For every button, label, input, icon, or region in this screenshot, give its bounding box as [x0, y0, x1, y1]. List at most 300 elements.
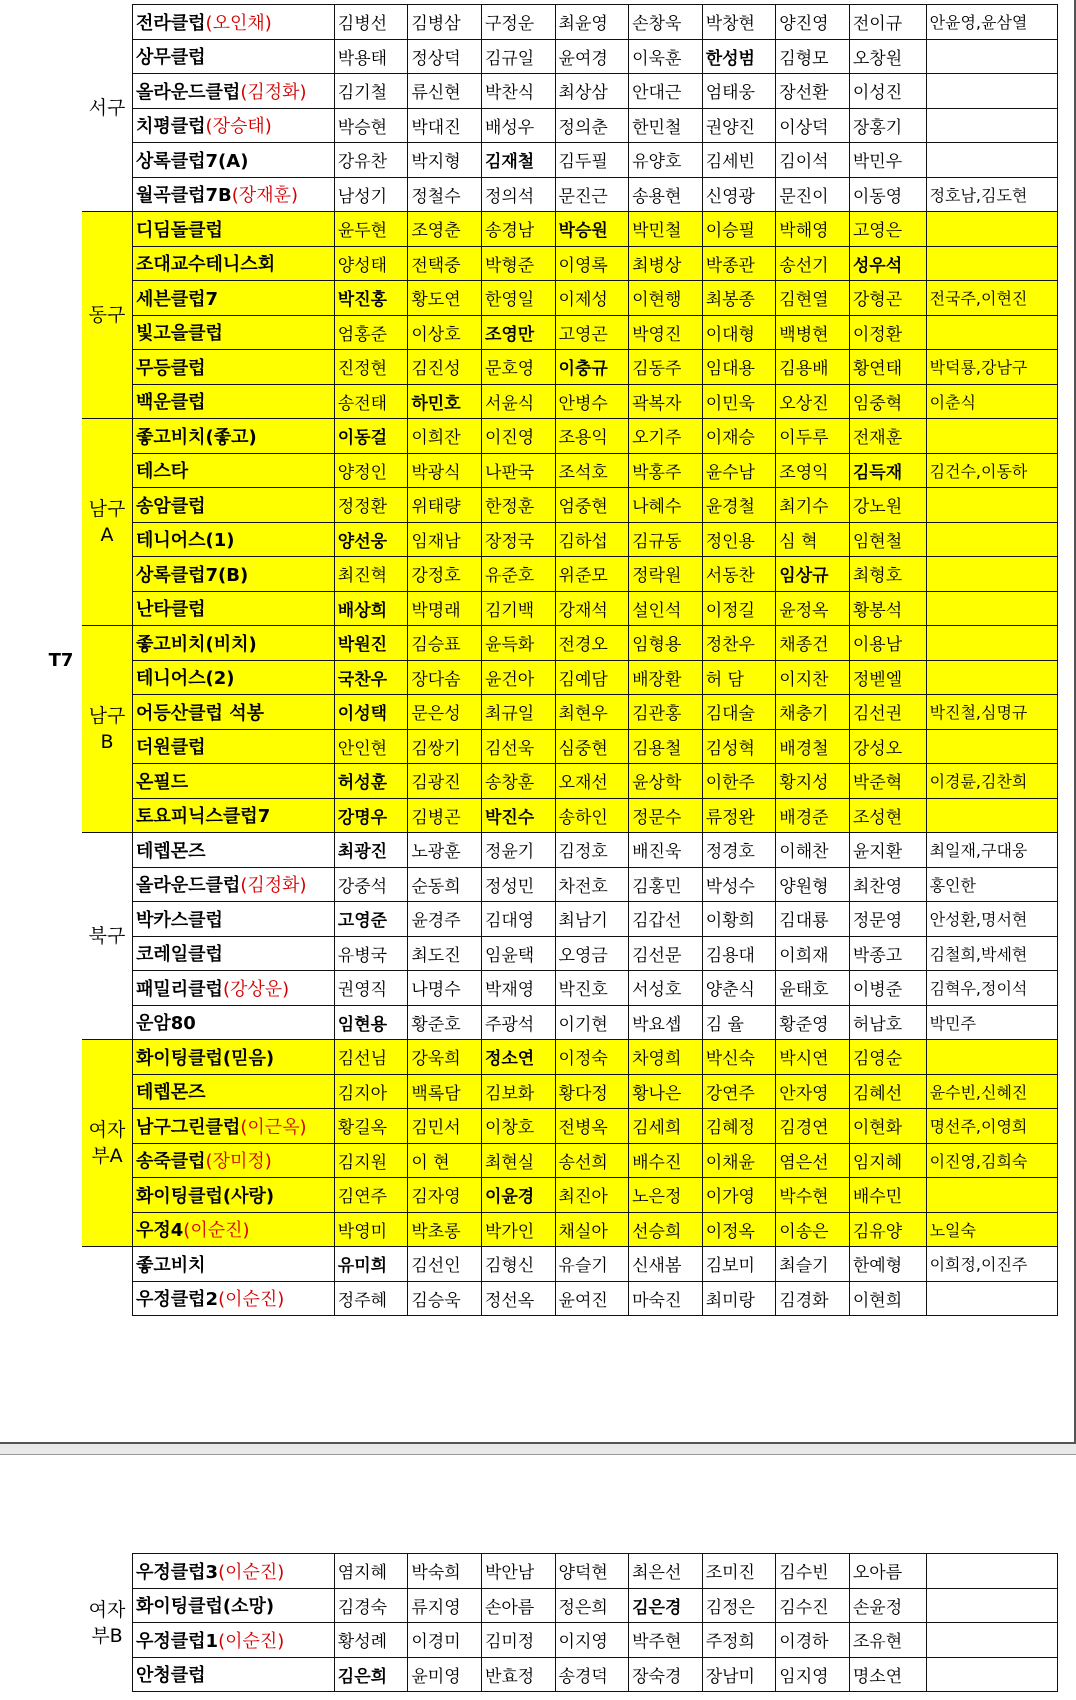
member-name: 배수진 [629, 1143, 703, 1178]
club-row [40, 384, 1058, 419]
club-row [40, 177, 1058, 212]
club-name-text: 우정4 [135, 1220, 184, 1242]
member-name: 정문수 [629, 798, 703, 833]
member-name: 명소연 [849, 1657, 926, 1692]
club-leader: (이근옥) [240, 1116, 307, 1138]
member-name: 최진아 [555, 1178, 629, 1213]
member-name: 전병옥 [555, 1109, 629, 1144]
member-name: 최은선 [629, 1554, 703, 1589]
member-name: 박종고 [849, 936, 926, 971]
club-name-text: 좋고비치(좋고) [135, 426, 257, 448]
member-name: 박찬식 [481, 74, 555, 109]
member-name: 엄태웅 [702, 74, 776, 109]
club-name [132, 177, 334, 212]
member-name: 조석호 [555, 453, 629, 488]
member-name: 나명수 [408, 971, 482, 1006]
club-name [132, 729, 334, 764]
member-name: 강욱희 [408, 1040, 482, 1075]
substitute-members [926, 1178, 1057, 1213]
member-name: 김병삼 [408, 5, 482, 40]
club-row [40, 798, 1058, 833]
club-name-text: 남구그린클럽 [135, 1116, 241, 1138]
member-name: 신새봄 [629, 1247, 703, 1282]
member-name: 전택중 [408, 246, 482, 281]
member-name: 박영미 [334, 1212, 408, 1247]
club-name [132, 350, 334, 385]
club-row [40, 695, 1058, 730]
club-name [132, 1040, 334, 1075]
club-name [132, 143, 334, 178]
club-name-text: 온필드 [135, 771, 189, 793]
member-name: 이동걸 [334, 419, 408, 454]
member-name: 김혜선 [849, 1074, 926, 1109]
club-row [40, 453, 1058, 488]
club-name-text: 조대교수테니스회 [135, 254, 276, 276]
member-name: 안대근 [629, 74, 703, 109]
member-name: 최형호 [849, 557, 926, 592]
member-name: 정의춘 [555, 108, 629, 143]
club-name [132, 1623, 334, 1658]
substitute-members [926, 39, 1057, 74]
club-name [132, 626, 334, 661]
member-name: 김선욱 [481, 729, 555, 764]
member-name: 이대형 [702, 315, 776, 350]
member-name: 장홍기 [849, 108, 926, 143]
member-name: 류지영 [408, 1588, 482, 1623]
member-name: 최윤영 [555, 5, 629, 40]
member-name: 이기현 [555, 1005, 629, 1040]
member-name: 황나은 [629, 1074, 703, 1109]
member-name: 정찬우 [702, 626, 776, 661]
club-name-text: 상록클럽7(B) [135, 564, 249, 586]
member-name: 성우석 [849, 246, 926, 281]
member-name: 정은희 [555, 1588, 629, 1623]
member-name: 김갑선 [629, 902, 703, 937]
member-name: 김기백 [481, 591, 555, 626]
member-name: 김수빈 [776, 1554, 850, 1589]
club-row [40, 591, 1058, 626]
club-name [132, 384, 334, 419]
member-name: 정락원 [629, 557, 703, 592]
member-name: 차영희 [629, 1040, 703, 1075]
member-name: 장선환 [776, 74, 850, 109]
member-name: 이재승 [702, 419, 776, 454]
club-name [132, 1143, 334, 1178]
member-name: 최도진 [408, 936, 482, 971]
member-name: 이정환 [849, 315, 926, 350]
club-row [40, 1178, 1058, 1213]
substitute-members: 박진철,심명규 [926, 695, 1057, 730]
club-row [40, 1247, 1058, 1282]
club-name [132, 1109, 334, 1144]
member-name: 이희재 [776, 936, 850, 971]
member-name: 김형신 [481, 1247, 555, 1282]
member-name: 윤득화 [481, 626, 555, 661]
member-name: 박신숙 [702, 1040, 776, 1075]
member-name: 이정옥 [702, 1212, 776, 1247]
member-name: 장남미 [702, 1657, 776, 1692]
member-name: 박종관 [702, 246, 776, 281]
member-name: 김대술 [702, 695, 776, 730]
member-name: 노광훈 [408, 833, 482, 868]
member-name: 채종건 [776, 626, 850, 661]
member-name: 고영준 [334, 902, 408, 937]
member-name: 이가영 [702, 1178, 776, 1213]
member-name: 채충기 [776, 695, 850, 730]
tier-label: T7 [48, 649, 74, 671]
member-name: 권양진 [702, 108, 776, 143]
member-name: 서성호 [629, 971, 703, 1006]
member-name: 박승원 [555, 212, 629, 247]
club-name-text: 안청클럽 [135, 1665, 206, 1687]
member-name: 이진영 [481, 419, 555, 454]
member-name: 이용남 [849, 626, 926, 661]
region-label: 여자 부B [82, 1554, 132, 1692]
member-name: 나판국 [481, 453, 555, 488]
member-name: 김관홍 [629, 695, 703, 730]
member-name: 김세빈 [702, 143, 776, 178]
club-name [132, 212, 334, 247]
club-row [40, 212, 1058, 247]
member-name: 허남호 [849, 1005, 926, 1040]
member-name: 윤수남 [702, 453, 776, 488]
club-name-text: 송죽클럽 [135, 1151, 206, 1173]
club-name-text: 상록클럽7(A) [135, 150, 249, 172]
substitute-members: 김철희,박세현 [926, 936, 1057, 971]
member-name: 박명래 [408, 591, 482, 626]
member-name: 신영광 [702, 177, 776, 212]
member-name: 김선님 [334, 1040, 408, 1075]
member-name: 문호영 [481, 350, 555, 385]
club-row [40, 1109, 1058, 1144]
substitute-members: 정호남,김도현 [926, 177, 1057, 212]
club-name [132, 798, 334, 833]
member-name: 임지혜 [849, 1143, 926, 1178]
member-name: 박민우 [849, 143, 926, 178]
member-name: 강연주 [702, 1074, 776, 1109]
substitute-members [926, 591, 1057, 626]
club-row [40, 1005, 1058, 1040]
substitute-members: 최일재,구대웅 [926, 833, 1057, 868]
member-name: 정정환 [334, 488, 408, 523]
club-leader: (이순진) [218, 1630, 285, 1652]
substitute-members [926, 798, 1057, 833]
member-name: 한성범 [702, 39, 776, 74]
club-row [40, 522, 1058, 557]
member-name: 황길옥 [334, 1109, 408, 1144]
club-name-text: 송암클럽 [135, 495, 206, 517]
member-name: 강성오 [849, 729, 926, 764]
club-name-text: 테니어스(1) [135, 530, 235, 552]
substitute-members [926, 1554, 1057, 1589]
member-name: 김하섭 [555, 522, 629, 557]
member-name: 황봉석 [849, 591, 926, 626]
club-name [132, 39, 334, 74]
substitute-members: 이경륜,김찬희 [926, 764, 1057, 799]
member-name: 박용태 [334, 39, 408, 74]
member-name: 이충규 [555, 350, 629, 385]
roster-table-2 [40, 1553, 1058, 1692]
substitute-members [926, 1657, 1057, 1692]
club-name-text: 토요피닉스클럽7 [135, 806, 271, 828]
member-name: 이지찬 [776, 660, 850, 695]
club-row [40, 74, 1058, 109]
member-name: 박수현 [776, 1178, 850, 1213]
member-name: 송하인 [555, 798, 629, 833]
member-name: 김형모 [776, 39, 850, 74]
member-name: 박성수 [702, 867, 776, 902]
club-name [132, 453, 334, 488]
club-name [132, 488, 334, 523]
member-name: 허 담 [702, 660, 776, 695]
member-name: 황준영 [776, 1005, 850, 1040]
member-name: 김대룡 [776, 902, 850, 937]
member-name: 김정호 [555, 833, 629, 868]
member-name: 김선권 [849, 695, 926, 730]
member-name: 윤여진 [555, 1281, 629, 1316]
club-name-text: 테스타 [135, 461, 189, 483]
member-name: 이상호 [408, 315, 482, 350]
club-row [40, 971, 1058, 1006]
member-name: 심 혁 [776, 522, 850, 557]
member-name: 염은선 [776, 1143, 850, 1178]
club-row [40, 1588, 1058, 1623]
member-name: 최슬기 [776, 1247, 850, 1282]
member-name: 정선옥 [481, 1281, 555, 1316]
member-name: 정주혜 [334, 1281, 408, 1316]
member-name: 윤경철 [702, 488, 776, 523]
member-name: 조영익 [776, 453, 850, 488]
member-name: 이한주 [702, 764, 776, 799]
member-name: 김경숙 [334, 1588, 408, 1623]
member-name: 유준호 [481, 557, 555, 592]
left-gutter [40, 1554, 82, 1692]
club-row [40, 1143, 1058, 1178]
member-name: 김기철 [334, 74, 408, 109]
member-name: 심중현 [555, 729, 629, 764]
member-name: 박시연 [776, 1040, 850, 1075]
club-name [132, 1281, 334, 1316]
member-name: 김미정 [481, 1623, 555, 1658]
substitute-members [926, 419, 1057, 454]
roster-table-1 [40, 4, 1058, 1316]
member-name: 채실아 [555, 1212, 629, 1247]
member-name: 양성태 [334, 246, 408, 281]
member-name: 이현희 [849, 1281, 926, 1316]
member-name: 정윤기 [481, 833, 555, 868]
club-leader: (장재훈) [231, 185, 298, 207]
member-name: 김득재 [849, 453, 926, 488]
club-row [40, 419, 1058, 454]
club-name [132, 5, 334, 40]
club-row [40, 350, 1058, 385]
member-name: 김규일 [481, 39, 555, 74]
member-name: 박진수 [481, 798, 555, 833]
member-name: 김지원 [334, 1143, 408, 1178]
member-name: 김승표 [408, 626, 482, 661]
member-name: 임대용 [702, 350, 776, 385]
member-name: 김용대 [702, 936, 776, 971]
member-name: 강재석 [555, 591, 629, 626]
member-name: 오아름 [849, 1554, 926, 1589]
club-name-text: 화이팅클럽(사랑) [135, 1185, 275, 1207]
page-separator [0, 1444, 1076, 1454]
member-name: 장다솜 [408, 660, 482, 695]
member-name: 김보화 [481, 1074, 555, 1109]
region-label: 동구 [82, 212, 132, 419]
member-name: 오상진 [776, 384, 850, 419]
club-name [132, 1074, 334, 1109]
member-name: 고영은 [849, 212, 926, 247]
member-name: 오재선 [555, 764, 629, 799]
roster-page-2 [0, 1454, 1076, 1700]
member-name: 차전호 [555, 867, 629, 902]
member-name: 박준혁 [849, 764, 926, 799]
member-name: 문진이 [776, 177, 850, 212]
member-name: 배진욱 [629, 833, 703, 868]
club-name-text: 올라운드클럽 [135, 875, 241, 897]
club-name [132, 936, 334, 971]
substitute-members: 명선주,이영희 [926, 1109, 1057, 1144]
member-name: 김정은 [702, 1588, 776, 1623]
club-name [132, 867, 334, 902]
substitute-members: 박덕룡,강남구 [926, 350, 1057, 385]
member-name: 김병곤 [408, 798, 482, 833]
member-name: 김두필 [555, 143, 629, 178]
club-name-text: 어등산클럽 석봉 [135, 702, 264, 724]
region-label: 남구B [82, 626, 132, 833]
club-name-text: 화이팅클럽(믿음) [135, 1047, 275, 1069]
member-name: 박승현 [334, 108, 408, 143]
member-name: 윤건아 [481, 660, 555, 695]
member-name: 박원진 [334, 626, 408, 661]
member-name: 김이석 [776, 143, 850, 178]
club-row [40, 867, 1058, 902]
member-name: 김혜정 [702, 1109, 776, 1144]
club-leader: (김정화) [240, 875, 307, 897]
member-name: 류신현 [408, 74, 482, 109]
member-name: 국찬우 [334, 660, 408, 695]
member-name: 오창원 [849, 39, 926, 74]
member-name: 이제성 [555, 281, 629, 316]
substitute-members [926, 557, 1057, 592]
member-name: 최광진 [334, 833, 408, 868]
member-name: 강정호 [408, 557, 482, 592]
member-name: 김은희 [334, 1657, 408, 1692]
substitute-members [926, 660, 1057, 695]
club-name-text: 세븐클럽7 [135, 288, 219, 310]
member-name: 한영일 [481, 281, 555, 316]
member-name: 김유양 [849, 1212, 926, 1247]
member-name: 양춘식 [702, 971, 776, 1006]
member-name: 노은정 [629, 1178, 703, 1213]
member-name: 전이규 [849, 5, 926, 40]
member-name: 김광진 [408, 764, 482, 799]
member-name: 양선웅 [334, 522, 408, 557]
club-name [132, 557, 334, 592]
member-name: 남성기 [334, 177, 408, 212]
club-row [40, 626, 1058, 661]
substitute-members [926, 246, 1057, 281]
member-name: 박요셉 [629, 1005, 703, 1040]
member-name: 장숙경 [629, 1657, 703, 1692]
member-name: 양진영 [776, 5, 850, 40]
member-name: 김영순 [849, 1040, 926, 1075]
member-name: 배성우 [481, 108, 555, 143]
member-name: 박진홍 [334, 281, 408, 316]
club-name-text: 박카스클럽 [135, 909, 223, 931]
member-name: 주정희 [702, 1623, 776, 1658]
member-name: 김규동 [629, 522, 703, 557]
member-name: 송용현 [629, 177, 703, 212]
member-name: 고영곤 [555, 315, 629, 350]
member-name: 김대영 [481, 902, 555, 937]
substitute-members [926, 626, 1057, 661]
club-name-text: 디딤돌클럽 [135, 219, 223, 241]
substitute-members: 윤수빈,신혜진 [926, 1074, 1057, 1109]
club-name [132, 833, 334, 868]
member-name: 이성진 [849, 74, 926, 109]
member-name: 이성택 [334, 695, 408, 730]
member-name: 유슬기 [555, 1247, 629, 1282]
member-name: 임윤택 [481, 936, 555, 971]
substitute-members [926, 143, 1057, 178]
club-row [40, 660, 1058, 695]
member-name: 김경연 [776, 1109, 850, 1144]
member-name: 송전태 [334, 384, 408, 419]
club-name-text: 코레일클럽 [135, 944, 223, 966]
member-name: 박숙희 [408, 1554, 482, 1589]
member-name: 한예형 [849, 1247, 926, 1282]
member-name: 조영춘 [408, 212, 482, 247]
club-leader: (장미정) [205, 1151, 272, 1173]
member-name: 유미희 [334, 1247, 408, 1282]
club-leader: (이순진) [183, 1220, 250, 1242]
member-name: 이송은 [776, 1212, 850, 1247]
member-name: 백병현 [776, 315, 850, 350]
member-name: 박가인 [481, 1212, 555, 1247]
club-row [40, 315, 1058, 350]
club-name [132, 1657, 334, 1692]
member-name: 안인현 [334, 729, 408, 764]
region-label: 남구A [82, 419, 132, 626]
club-name [132, 1005, 334, 1040]
member-name: 박해영 [776, 212, 850, 247]
club-name-text: 백운클럽 [135, 392, 206, 414]
member-name: 송선기 [776, 246, 850, 281]
member-name: 박진호 [555, 971, 629, 1006]
member-name: 배상희 [334, 591, 408, 626]
member-name: 염지혜 [334, 1554, 408, 1589]
member-name: 임중혁 [849, 384, 926, 419]
club-row [40, 281, 1058, 316]
substitute-members [926, 729, 1057, 764]
member-name: 이창호 [481, 1109, 555, 1144]
member-name: 김수진 [776, 1588, 850, 1623]
member-name: 이윤경 [481, 1178, 555, 1213]
club-name-text: 패밀리클럽 [135, 978, 223, 1000]
club-name [132, 1554, 334, 1589]
member-name: 임형용 [629, 626, 703, 661]
club-name [132, 74, 334, 109]
member-name: 황준호 [408, 1005, 482, 1040]
member-name: 류정완 [702, 798, 776, 833]
member-name: 이 현 [408, 1143, 482, 1178]
member-name: 장정국 [481, 522, 555, 557]
club-row [40, 764, 1058, 799]
substitute-members: 안윤영,윤삼열 [926, 5, 1057, 40]
member-name: 서윤식 [481, 384, 555, 419]
